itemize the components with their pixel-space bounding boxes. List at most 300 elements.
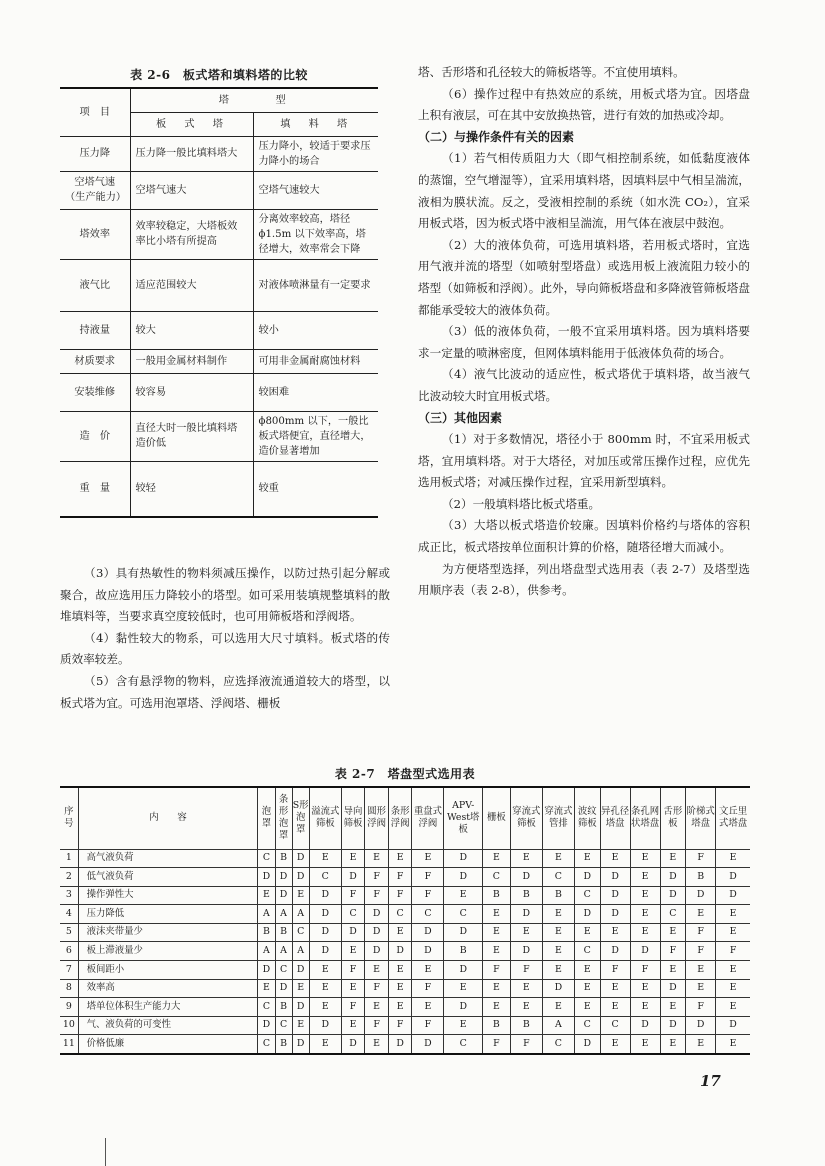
table-2-7-seq-cell: 4 [60,905,78,924]
table-2-7-grade-cell: E [630,849,660,868]
table-2-6-row [60,259,378,311]
table-2-7-row [60,1016,750,1035]
table-2-7-column-header: 阶梯式塔盘 [686,787,716,849]
paragraph: （1）对于多数情况，塔径小于 800mm 时，不宜采用板式塔，宜用填料塔。对于大塔径，对加压或常压操作过程，应优先选用板式塔；对减压操作过程，宜采用新型填料。 [418,432,750,490]
table-2-7-column-header: 溢流式筛板 [309,787,341,849]
table-2-7-grade-cell: D [630,942,660,961]
table-2-7-seq-cell: 10 [60,1016,78,1035]
table-2-7-grade-cell: E [388,849,412,868]
table-2-7-grade-cell: E [482,905,510,924]
table-2-7-grade-cell: F [412,868,444,887]
table-2-6-row [60,136,378,171]
table-2-7-grade-cell: E [542,905,574,924]
table-2-7-grade-cell: E [412,849,444,868]
table-2-7-grade-cell: E [660,923,686,942]
table-2-7-grade-cell: A [275,942,292,961]
table-2-7-grade-cell: D [388,942,412,961]
table-2-7-grade-cell: D [365,923,389,942]
table-2-7-grade-cell: D [292,961,309,980]
table-2-7-grade-cell: E [716,849,750,868]
table-2-7-grade-cell: F [686,849,716,868]
table-2-7-grade-cell: D [412,923,444,942]
table-2-7-column-header: 导向筛板 [341,787,365,849]
table-2-7-grade-cell: E [716,905,750,924]
table-2-6-item-cell: 造 价 [60,411,130,461]
table-2-6-plate-cell: 适应范围较大 [130,259,253,311]
table-2-7-row [60,905,750,924]
table-2-7-grade-cell: D [574,868,600,887]
table-2-7-grade-cell: A [292,942,309,961]
table-2-7-grade-cell: D [574,1035,600,1054]
table-2-7-column-header: 穿流式管排 [542,787,574,849]
table-2-7-grade-cell: A [275,905,292,924]
table-2-7-grade-cell: E [716,1035,750,1054]
table-2-7-grade-cell: F [660,942,686,961]
table-2-7-grade-cell: E [542,942,574,961]
table-2-7-grade-cell: E [542,998,574,1017]
table-2-7-grade-cell: E [412,961,444,980]
table-2-6-packed-cell: 分离效率较高，塔径 ϕ1.5m 以下效率高，塔径增大，效率常会下降 [253,209,378,259]
table-2-7-grade-cell: E [716,961,750,980]
table-2-7-grade-cell: F [482,961,510,980]
table-2-7-grade-cell: D [412,942,444,961]
table-2-6-packed-cell: 较困难 [253,373,378,411]
table-2-7-grade-cell: E [600,979,630,998]
table-2-7-grade-cell: E [630,979,660,998]
table-2-7-grade-cell: D [630,1016,660,1035]
table-2-7-grade-cell: E [444,886,483,905]
table-2-6-item-header: 项 目 [60,88,130,136]
paragraph: （2）一般填料塔比板式塔重。 [442,496,601,511]
table-2-7-label-cell: 高气液负荷 [78,849,258,868]
table-2-7-column-header: 栅板 [482,787,510,849]
table-2-7-grade-cell: E [482,942,510,961]
paragraph: 塔、舌形塔和孔径较大的筛板塔等。不宜使用填料。 [418,65,685,79]
table-2-7-grade-cell: D [510,868,542,887]
table-2-7-column-header: 异孔径塔盘 [600,787,630,849]
table-2-7-grade-cell: D [716,1016,750,1035]
table-2-7-label-cell: 操作弹性大 [78,886,258,905]
table-2-7-grade-cell: D [444,849,483,868]
table-2-7-grade-cell: D [444,998,483,1017]
table-2-7-grade-cell: E [444,979,483,998]
table-2-7-label-cell: 液沫夹带量少 [78,923,258,942]
table-2-7-seq-cell: 2 [60,868,78,887]
table-2-6-item-cell: 重 量 [60,461,130,517]
table-2-7-grade-cell: D [600,905,630,924]
table-2-7-grade-cell: B [510,886,542,905]
table-2-7-seq-cell: 8 [60,979,78,998]
table-2-7-grade-cell: D [600,942,630,961]
table-2-7-grade-cell: E [258,886,275,905]
table-2-7-seq-cell: 1 [60,849,78,868]
table-2-7-grade-cell: E [341,979,365,998]
table-2-7-grade-cell: D [660,868,686,887]
table-2-7-grade-cell: E [716,998,750,1017]
page-number: 17 [700,1072,721,1090]
table-2-7-grade-cell: D [412,1035,444,1054]
table-2-7-grade-cell: F [341,961,365,980]
table-2-6-packed-cell: 压力降小，较适于要求压力降小的场合 [253,136,378,171]
table-2-7-grade-cell: E [309,961,341,980]
table-2-7-grade-cell: E [292,1016,309,1035]
table-2-7-label-cell: 价格低廉 [78,1035,258,1054]
table-2-7-grade-cell: D [444,868,483,887]
table-2-7-grade-cell: E [365,961,389,980]
table-2-6-plate-header: 板 式 塔 [130,112,253,136]
table-2-7 [60,786,750,1055]
table-2-7-grade-cell: D [275,979,292,998]
table-2-7-grade-cell: E [600,849,630,868]
table-2-7-grade-cell: C [258,1035,275,1054]
table-2-6-row [60,311,378,349]
table-2-6 [60,87,378,518]
table-2-7-grade-cell: F [600,961,630,980]
table-2-6-plate-cell: 较轻 [130,461,253,517]
table-2-7-grade-cell: D [686,886,716,905]
table-2-7-label-cell: 效率高 [78,979,258,998]
table-2-7-grade-cell: B [482,1016,510,1035]
table-2-7-grade-cell: D [660,886,686,905]
table-2-7-grade-cell: D [258,961,275,980]
table-2-7-seq-cell: 5 [60,923,78,942]
paragraph: （4）黏性较大的物系，可以选用大尺寸填料。板式塔的传质效率较差。 [60,630,390,667]
table-2-7-grade-cell: B [275,923,292,942]
table-2-7-grade-cell: D [292,998,309,1017]
table-2-7-grade-cell: D [341,868,365,887]
table-2-7-grade-cell: D [686,1016,716,1035]
table-2-7-grade-cell: E [365,998,389,1017]
table-2-7-grade-cell: C [660,905,686,924]
table-2-7-grade-cell: D [444,923,483,942]
table-2-7-grade-cell: E [482,923,510,942]
table-2-7-grade-cell: C [574,886,600,905]
table-2-7-grade-cell: E [716,979,750,998]
table-2-7-grade-cell: A [258,942,275,961]
paragraph: （3）低的液体负荷，一般不宜采用填料塔。因为填料塔要求一定量的喷淋密度，但网体填料能用于低液体负荷的场合。 [418,324,750,360]
table-2-7-grade-cell: D [574,905,600,924]
table-2-7-grade-cell: C [574,1016,600,1035]
table-2-7-grade-cell: E [292,886,309,905]
table-2-7-grade-cell: F [686,998,716,1017]
table-2-6-item-cell: 空塔气速（生产能力） [60,171,130,209]
table-2-7-grade-cell: C [444,905,483,924]
paragraph: （3）具有热敏性的物料须减压操作，以防过热引起分解或聚合，故应选用压力降较小的塔型。如可采用装填规整填料的散堆填料等，当要求真空度较低时，也可用筛板塔和浮阀塔。 [60,566,390,624]
table-2-7-grade-cell: E [412,998,444,1017]
table-2-7-grade-cell: A [258,905,275,924]
table-2-7-grade-cell: F [510,1035,542,1054]
table-2-7-grade-cell: E [444,1016,483,1035]
table-2-7-grade-cell: E [341,942,365,961]
table-2-7-caption: 表 2-7 塔盘型式选用表 [334,767,476,781]
table-2-7-grade-cell: E [309,979,341,998]
table-2-7-grade-cell: D [388,1035,412,1054]
table-2-7-grade-cell: B [258,923,275,942]
table-2-7-grade-cell: E [686,1035,716,1054]
table-2-7-grade-cell: D [510,905,542,924]
table-2-7-grade-cell: F [412,886,444,905]
table-2-7-grade-cell: C [388,905,412,924]
table-2-7-seq-cell: 9 [60,998,78,1017]
table-2-7-grade-cell: E [388,923,412,942]
table-2-7-grade-cell: E [660,849,686,868]
table-2-7-grade-cell: E [660,998,686,1017]
table-2-7-grade-cell: F [388,886,412,905]
table-2-6-packed-cell: 对液体喷淋量有一定要求 [253,259,378,311]
table-2-6-row [60,171,378,209]
table-2-7-grade-cell: E [686,961,716,980]
table-2-7-grade-cell: F [412,979,444,998]
table-2-7-grade-cell: E [660,961,686,980]
table-2-6-packed-cell: 可用非金属耐腐蚀材料 [253,349,378,373]
table-2-7-grade-cell: B [444,942,483,961]
table-2-7-grade-cell: D [660,979,686,998]
table-2-7-label-cell: 气、液负荷的可变性 [78,1016,258,1035]
table-2-7-grade-cell: E [388,961,412,980]
right-column-text [418,62,750,602]
table-2-7-grade-cell: E [388,998,412,1017]
table-2-6-type-header: 塔 型 [130,88,378,112]
table-2-7-grade-cell: F [630,961,660,980]
table-2-7-grade-cell: E [630,886,660,905]
table-2-7-grade-cell: C [341,905,365,924]
table-2-7-grade-cell: E [292,979,309,998]
table-2-7-grade-cell: E [716,923,750,942]
section-heading: （三）其他因素 [418,410,503,425]
table-2-6-plate-cell: 直径大时一般比填料塔造价低 [130,411,253,461]
table-2-7-row [60,923,750,942]
table-2-7-grade-cell: F [365,868,389,887]
table-2-6-plate-cell: 压力降一般比填料塔大 [130,136,253,171]
table-2-7-grade-cell: E [686,905,716,924]
table-2-7-grade-cell: E [630,1035,660,1054]
table-2-7-grade-cell: F [716,942,750,961]
table-2-7-grade-cell: C [275,961,292,980]
table-2-7-row [60,886,750,905]
table-2-7-label-cell: 低气液负荷 [78,868,258,887]
table-2-7-grade-cell: E [600,1035,630,1054]
table-2-6-item-cell: 持液量 [60,311,130,349]
table-2-7-seq-header: 序号 [60,787,78,849]
table-2-7-grade-cell: D [542,979,574,998]
table-2-7-grade-cell: E [388,979,412,998]
table-2-7-grade-cell: B [542,886,574,905]
table-2-6-packed-cell: 较小 [253,311,378,349]
table-2-6-item-cell: 安装维修 [60,373,130,411]
table-2-7-grade-cell: E [482,849,510,868]
table-2-7-grade-cell: C [542,868,574,887]
table-2-7-column-header: 泡罩 [258,787,275,849]
table-2-7-label-cell: 板上滞液量少 [78,942,258,961]
table-2-7-grade-cell: E [574,961,600,980]
table-2-7-grade-cell: D [600,868,630,887]
table-2-7-grade-cell: D [444,961,483,980]
table-2-7-grade-cell: C [574,942,600,961]
table-2-7-grade-cell: C [412,905,444,924]
table-2-7-grade-cell: E [600,998,630,1017]
table-2-6-plate-cell: 较大 [130,311,253,349]
table-2-7-grade-cell: C [309,868,341,887]
table-2-7-grade-cell: D [510,942,542,961]
table-2-7-grade-cell: E [630,905,660,924]
table-2-7-column-header: APV-West塔板 [444,787,483,849]
table-2-7-grade-cell: E [600,923,630,942]
section-heading: （二）与操作条件有关的因素 [418,129,575,144]
table-2-7-grade-cell: E [482,979,510,998]
table-2-7-grade-cell: D [258,1016,275,1035]
table-2-6-packed-cell: 空塔气速较大 [253,171,378,209]
table-2-7-grade-cell: D [365,942,389,961]
table-2-7-grade-cell: E [574,849,600,868]
table-2-7-grade-cell: E [574,979,600,998]
table-2-7-grade-cell: F [482,1035,510,1054]
table-2-7-column-header: 条形浮阀 [388,787,412,849]
table-2-7-grade-cell: C [444,1035,483,1054]
table-2-6-plate-cell: 较容易 [130,373,253,411]
table-2-7-grade-cell: E [510,849,542,868]
table-2-7-grade-cell: D [275,868,292,887]
table-2-7-row [60,942,750,961]
table-2-7-grade-cell: E [510,979,542,998]
table-2-6-item-cell: 压力降 [60,136,130,171]
table-2-7-grade-cell: E [510,998,542,1017]
table-2-7-grade-cell: D [292,1035,309,1054]
table-2-6-plate-cell: 一般用金属材料制作 [130,349,253,373]
paragraph: （5）含有悬浮物的物料，应选择液流通道较大的塔型，以板式塔为宜。可选用泡罩塔、浮阀塔、栅板 [60,673,390,710]
table-2-7-grade-cell: D [309,886,341,905]
table-2-7-grade-cell: D [600,886,630,905]
table-2-7-grade-cell: E [574,923,600,942]
table-2-7-column-header: 条形泡罩 [275,787,292,849]
table-2-6-item-cell: 材质要求 [60,349,130,373]
table-2-7-grade-cell: C [482,868,510,887]
table-2-7-grade-cell: B [482,886,510,905]
table-2-7-column-header: 重盘式浮阀 [412,787,444,849]
table-2-6-packed-cell: 较重 [253,461,378,517]
table-2-7-grade-cell: D [309,942,341,961]
table-2-7-column-header: S形泡罩 [292,787,309,849]
table-2-7-row [60,1035,750,1054]
paragraph: （1）若气相传质阻力大（即气相控制系统，如低黏度液体的蒸馏，空气增湿等），宜采用填料塔，因填料层中气相呈湍流，液相为膜状流。反之，受液相控制的系统（如水洗 CO₂），宜采用板式塔，因为板式塔中液相呈湍流，用气体在液层中鼓泡。 [418,151,750,231]
table-2-7-grade-cell: D [716,868,750,887]
table-2-7-grade-cell: F [365,886,389,905]
paragraph: （3）大塔以板式塔造价较廉。因填料价格约与塔体的容积成正比，板式塔按单位面积计算的价格，随塔径增大而减小。 [418,518,750,555]
table-2-6-plate-cell: 效率较稳定，大塔板效率比小塔有所提高 [130,209,253,259]
table-2-7-column-header: 圆形浮阀 [365,787,389,849]
table-2-7-grade-cell: E [258,979,275,998]
table-2-7-grade-cell: E [341,849,365,868]
table-2-7-grade-cell: E [482,998,510,1017]
table-2-7-grade-cell: D [716,886,750,905]
table-2-7-grade-cell: F [510,961,542,980]
table-2-7-grade-cell: D [258,868,275,887]
table-2-7-grade-cell: C [542,1035,574,1054]
table-2-6-row [60,461,378,517]
table-2-7-grade-cell: F [341,886,365,905]
paragraph: （4）液气比波动的适应性，板式塔优于填料塔，故当液气比波动较大时宜用板式塔。 [418,367,750,403]
table-2-7-row [60,961,750,980]
table-2-7-grade-cell: D [292,868,309,887]
table-2-7-grade-cell: E [660,1035,686,1054]
table-2-7-grade-cell: B [275,998,292,1017]
table-2-7-grade-cell: E [365,849,389,868]
paragraph: （2）大的液体负荷，可选用填料塔，若用板式塔时，宜选用气液并流的塔型（如喷射型塔盘）或选用板上液流阻力较小的塔型（如筛板和浮阀）。此外，导向筛板塔盘和多降液管筛板塔盘都能承受较大的液体负荷。 [418,237,750,317]
table-2-7-label-cell: 塔单位体积生产能力大 [78,998,258,1017]
table-2-7-row [60,849,750,868]
table-2-7-grade-cell: C [600,1016,630,1035]
table-2-7-grade-cell: C [275,1016,292,1035]
table-2-7-grade-cell: F [686,923,716,942]
table-2-7-grade-cell: D [341,923,365,942]
table-2-7-row [60,979,750,998]
table-2-7-grade-cell: E [542,849,574,868]
table-2-7-grade-cell: D [341,1035,365,1054]
paragraph: 为方便塔型选择，列出塔盘型式选用表（表 2-7）及塔型选用顺序表（表 2-8），供参考。 [418,561,750,598]
table-2-6-packed-cell: ϕ800mm 以下，一般比板式塔便宜，直径增大，造价显著增加 [253,411,378,461]
table-2-7-seq-cell: 3 [60,886,78,905]
table-2-7-grade-cell: E [542,961,574,980]
table-2-7-grade-cell: E [574,998,600,1017]
table-2-7-grade-cell: C [258,998,275,1017]
table-2-7-column-header: 条孔网状塔盘 [630,787,660,849]
table-2-7-label-cell: 板间距小 [78,961,258,980]
table-2-7-grade-cell: F [686,942,716,961]
table-2-7-grade-cell: E [341,1016,365,1035]
table-2-7-content-header: 内 容 [78,787,258,849]
table-2-7-column-header: 舌形板 [660,787,686,849]
table-2-7-column-header: 波纹筛板 [574,787,600,849]
paragraph: （6）操作过程中有热效应的系统，用板式塔为宜。因塔盘上积有液层，可在其中安放换热管，进行有效的加热或冷却。 [418,86,750,123]
table-2-7-row [60,998,750,1017]
table-2-7-grade-cell: E [630,923,660,942]
table-2-7-grade-cell: D [309,923,341,942]
table-2-7-grade-cell: E [309,1035,341,1054]
table-2-6-row [60,411,378,461]
table-2-7-grade-cell: A [542,1016,574,1035]
table-2-7-grade-cell: F [365,979,389,998]
table-2-7-grade-cell: F [412,1016,444,1035]
table-2-7-grade-cell: F [365,1016,389,1035]
table-2-7-grade-cell: D [365,905,389,924]
table-2-7-grade-cell: D [660,1016,686,1035]
table-2-7-grade-cell: F [341,998,365,1017]
table-2-6-packed-header: 填 料 塔 [253,112,378,136]
table-2-7-grade-cell: D [275,886,292,905]
table-2-6-row [60,349,378,373]
table-2-6-item-cell: 液气比 [60,259,130,311]
table-2-7-grade-cell: B [686,868,716,887]
table-2-6-plate-cell: 空塔气速大 [130,171,253,209]
table-2-7-seq-cell: 7 [60,961,78,980]
table-2-7-grade-cell: D [292,849,309,868]
table-2-6-item-cell: 塔效率 [60,209,130,259]
table-2-7-grade-cell: C [292,923,309,942]
table-2-7-column-header: 文丘里式塔盘 [716,787,750,849]
table-2-7-grade-cell: C [258,849,275,868]
table-2-7-grade-cell: D [309,905,341,924]
table-2-7-seq-cell: 11 [60,1035,78,1054]
table-2-7-grade-cell: E [686,979,716,998]
table-2-7-grade-cell: E [542,923,574,942]
table-2-7-grade-cell: F [388,868,412,887]
table-2-7-row [60,868,750,887]
table-2-6-row [60,209,378,259]
table-2-7-grade-cell: E [309,998,341,1017]
table-2-7-grade-cell: A [292,905,309,924]
table-2-7-grade-cell: D [309,1016,341,1035]
table-2-7-grade-cell: E [630,998,660,1017]
left-column-text [60,563,390,714]
